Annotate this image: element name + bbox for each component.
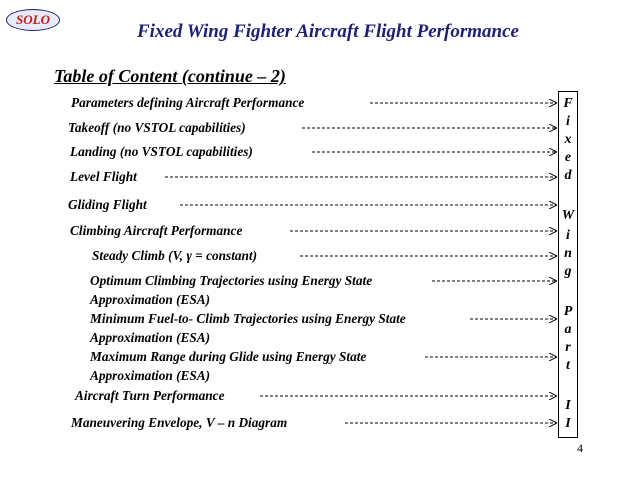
side-letter: I: [565, 398, 571, 413]
side-letter: n: [564, 246, 572, 261]
toc-item-parameters[interactable]: Parameters defining Aircraft Performance: [71, 95, 305, 110]
toc-item-maneuvering[interactable]: Maneuvering Envelope, V – n Diagram: [71, 415, 288, 430]
solo-badge: SOLO: [6, 9, 60, 31]
toc-item-minimum-fuel-cont[interactable]: Approximation (ESA): [90, 330, 211, 345]
toc-item-landing[interactable]: Landing (no VSTOL capabilities): [70, 144, 253, 159]
section-subtitle: Table of Content (continue – 2): [54, 66, 286, 86]
fixed-wing-part-ii-label: [558, 91, 578, 438]
toc-item-minimum-fuel[interactable]: Minimum Fuel-to- Climb Trajectories using Energy State: [90, 311, 406, 326]
page-number: 4: [577, 441, 583, 455]
side-letter: e: [564, 150, 572, 165]
side-letter: r: [565, 340, 571, 355]
toc-item-optimum-climbing-cont[interactable]: Approximation (ESA): [90, 292, 211, 307]
side-letter: x: [564, 132, 572, 147]
side-letter: P: [563, 304, 573, 319]
toc-item-gliding-flight[interactable]: Gliding Flight: [68, 197, 147, 212]
toc-item-level-flight[interactable]: Level Flight: [70, 169, 137, 184]
side-letter: F: [563, 96, 573, 111]
toc-item-climbing[interactable]: Climbing Aircraft Performance: [70, 223, 243, 238]
side-letter: I: [565, 416, 571, 431]
toc-item-optimum-climbing[interactable]: Optimum Climbing Trajectories using Energy State: [90, 273, 373, 288]
side-letter: t: [566, 358, 570, 373]
side-letter: a: [564, 322, 572, 337]
toc-item-turn-performance[interactable]: Aircraft Turn Performance: [75, 388, 225, 403]
side-letter: d: [564, 168, 572, 183]
side-letter: g: [564, 264, 572, 279]
page-title: Fixed Wing Fighter Aircraft Flight Performance: [137, 21, 519, 42]
toc-item-maximum-range[interactable]: Maximum Range during Glide using Energy State: [90, 349, 367, 364]
side-letter: i: [566, 114, 570, 129]
toc-item-takeoff[interactable]: Takeoff (no VSTOL capabilities): [68, 120, 246, 135]
toc-item-steady-climb[interactable]: Steady Climb (V, γ = constant): [92, 248, 258, 263]
toc-item-maximum-range-cont[interactable]: Approximation (ESA): [90, 368, 211, 383]
side-letter: i: [566, 228, 570, 243]
side-letter: W: [561, 208, 575, 223]
